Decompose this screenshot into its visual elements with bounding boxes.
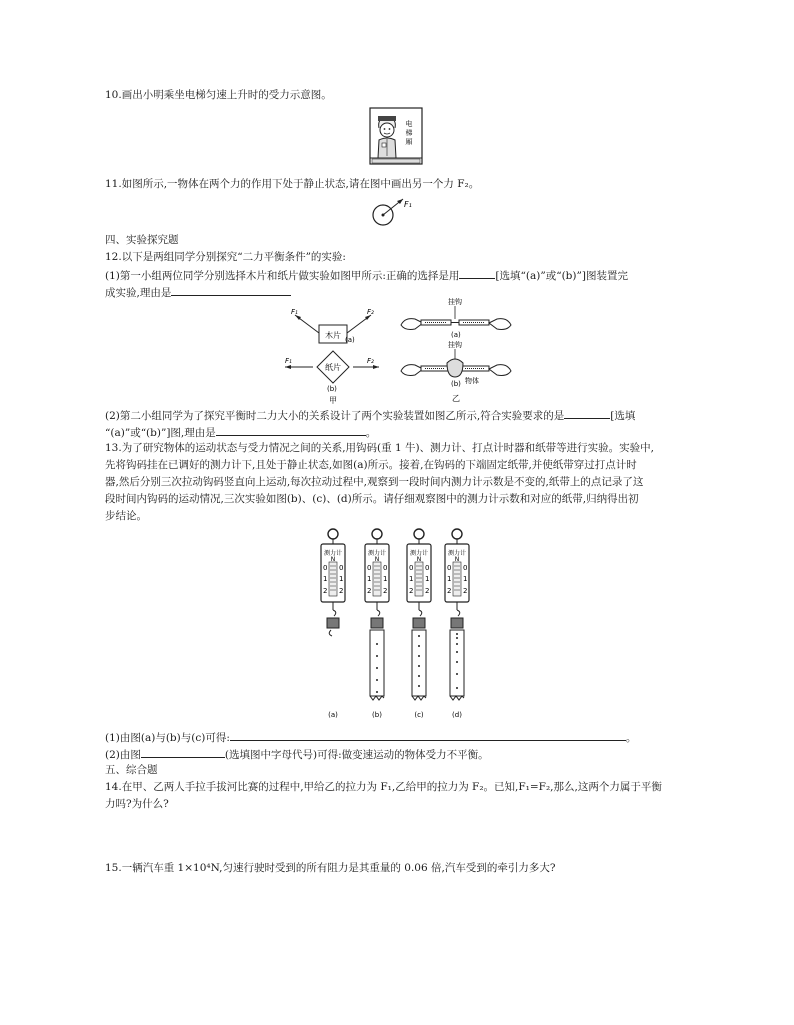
meter-tick: 2 xyxy=(447,587,452,595)
elevator-figure xyxy=(367,106,427,166)
question-11: 11.如图所示,一物体在两个力的作用下处于静止状态,请在图中画出另一个力 F₂。 xyxy=(105,178,480,190)
yi-b-label: (b) xyxy=(451,380,461,388)
meter-tick: 2 xyxy=(409,587,414,595)
answer-blank[interactable] xyxy=(171,283,291,296)
figure-label-d: (d) xyxy=(452,711,462,719)
question-15: 15.一辆汽车重 1×10⁴N,匀速行驶时受到的所有阻力是其重量的 0.06 倍,汽车受到的牵引力多大? xyxy=(105,862,556,874)
answer-blank[interactable] xyxy=(459,266,495,279)
spring-scale-figure xyxy=(318,528,478,724)
jia-a-label: (a) xyxy=(345,336,355,344)
question-13-line: 段时间内钩码的运动情况,三次实验如图(b)、(c)、(d)所示。请仔细观察图中的测力计示数和对应的纸带,归纳得出初 xyxy=(105,493,639,505)
meter-title: 测力计 xyxy=(409,550,429,557)
answer-blank[interactable] xyxy=(230,728,626,741)
figure-label-a: (a) xyxy=(328,711,338,719)
f1-label: F₁ xyxy=(285,357,292,365)
wood-label: 木片 xyxy=(325,331,341,340)
question-13-line: 器,然后分别三次拉动钩码竖直向上运动,每次拉动过程中,观察到一段时间内测力计示数是不变的,纸带上的点记录了这 xyxy=(105,476,644,488)
meter-tick: 0 xyxy=(409,564,414,572)
meter-unit: N xyxy=(454,556,460,563)
meter-tick: 0 xyxy=(447,564,452,572)
jia-b-label: (b) xyxy=(327,385,337,393)
meter-tick: 0 xyxy=(463,564,468,572)
meter-title: 测力计 xyxy=(447,550,467,557)
meter-unit: N xyxy=(416,556,422,563)
f2-label: F₂ xyxy=(367,308,374,316)
object-label: 物体 xyxy=(465,377,479,385)
meter-tick: 0 xyxy=(383,564,388,572)
elevator-label-2: 梯 xyxy=(405,129,413,137)
meter-tick: 1 xyxy=(383,575,388,583)
meter-tick: 1 xyxy=(425,575,430,583)
meter-tick: 1 xyxy=(367,575,372,583)
yi-a-label: (a) xyxy=(451,331,461,339)
meter-tick: 2 xyxy=(323,587,328,595)
figure-yi xyxy=(397,295,515,407)
meter-tick: 1 xyxy=(447,575,452,583)
meter-tick: 0 xyxy=(425,564,430,572)
meter-tick: 1 xyxy=(463,575,468,583)
answer-blank[interactable] xyxy=(564,406,610,419)
question-12-part1-line1: (1)第一小组两位同学分别选择木片和纸片做实验如图甲所示:正确的选择是用 [选填“(a)”或“(b)”]图装置完 xyxy=(105,266,628,284)
figure-jia xyxy=(283,303,383,405)
question-12-part1-line2: 成实验,理由是 xyxy=(105,283,291,301)
meter-tick: 1 xyxy=(323,575,328,583)
meter-tick: 2 xyxy=(463,587,468,595)
question-14-line2: 力吗?为什么? xyxy=(105,798,169,810)
question-12-title: 12.以下是两组同学分别探究“二力平衡条件”的实验: xyxy=(105,251,346,263)
answer-blank[interactable] xyxy=(141,745,225,758)
meter-tick: 2 xyxy=(367,587,372,595)
question-13-answer-1: (1)由图(a)与(b)与(c)可得: 。 xyxy=(105,728,636,746)
meter-unit: N xyxy=(330,556,336,563)
question-13-line: 步结论。 xyxy=(105,510,147,522)
hook-label-a: 挂钩 xyxy=(448,298,462,306)
section-4-heading: 四、实验探究题 xyxy=(105,234,179,246)
meter-title: 测力计 xyxy=(367,550,387,557)
f1-label: F₁ xyxy=(291,308,298,316)
question-13-answer-2: (2)由图 (选填图中字母代号)可得:做变速运动的物体受力不平衡。 xyxy=(105,745,489,763)
question-14-line1: 14.在甲、乙两人手拉手拔河比赛的过程中,甲给乙的拉力为 F₁,乙给甲的拉力为 F₂。已知,F₁=F₂,那么,这两个力属于平衡 xyxy=(105,781,662,793)
force-f1-label: F₁ xyxy=(404,200,412,209)
question-13-line: 13.为了研究物体的运动状态与受力情况之间的关系,用钩码(重 1 牛)、测力计、打点计时器和纸带等进行实验。实验中, xyxy=(105,442,654,454)
meter-tick: 1 xyxy=(409,575,414,583)
elevator-label-3: 厢 xyxy=(405,138,413,146)
question-12-part2-line2: “(a)”或“(b)”]图,理由是 。 xyxy=(105,423,376,441)
meter-title: 测力计 xyxy=(323,550,343,557)
question-12-part2-line1: (2)第二小组同学为了探究平衡时二力大小的关系设计了两个实验装置如图乙所示,符合实验要求的是 [选填 xyxy=(105,406,635,424)
meter-tick: 1 xyxy=(339,575,344,583)
meter-tick: 2 xyxy=(383,587,388,595)
meter-tick: 2 xyxy=(339,587,344,595)
f2-label: F₂ xyxy=(367,357,374,365)
meter-tick: 0 xyxy=(323,564,328,572)
answer-blank[interactable] xyxy=(216,423,366,436)
figure-label-c: (c) xyxy=(414,711,424,719)
question-10: 10.画出小明乘坐电梯匀速上升时的受力示意图。 xyxy=(105,89,332,101)
paper-label: 纸片 xyxy=(325,363,341,372)
meter-tick: 2 xyxy=(425,587,430,595)
meter-tick: 0 xyxy=(339,564,344,572)
yi-label: 乙 xyxy=(452,394,460,403)
figure-label-b: (b) xyxy=(372,711,382,719)
meter-unit: N xyxy=(374,556,380,563)
jia-label: 甲 xyxy=(329,396,337,405)
hook-label-b: 挂钩 xyxy=(448,341,462,349)
question-13-line: 先将钩码挂在已调好的测力计下,且处于静止状态,如图(a)所示。接着,在钩码的下端固定纸带,并使纸带穿过打点计时 xyxy=(105,459,637,471)
force-figure xyxy=(370,193,410,229)
elevator-label-1: 电 xyxy=(405,120,413,128)
section-5-heading: 五、综合题 xyxy=(105,764,158,776)
meter-tick: 0 xyxy=(367,564,372,572)
